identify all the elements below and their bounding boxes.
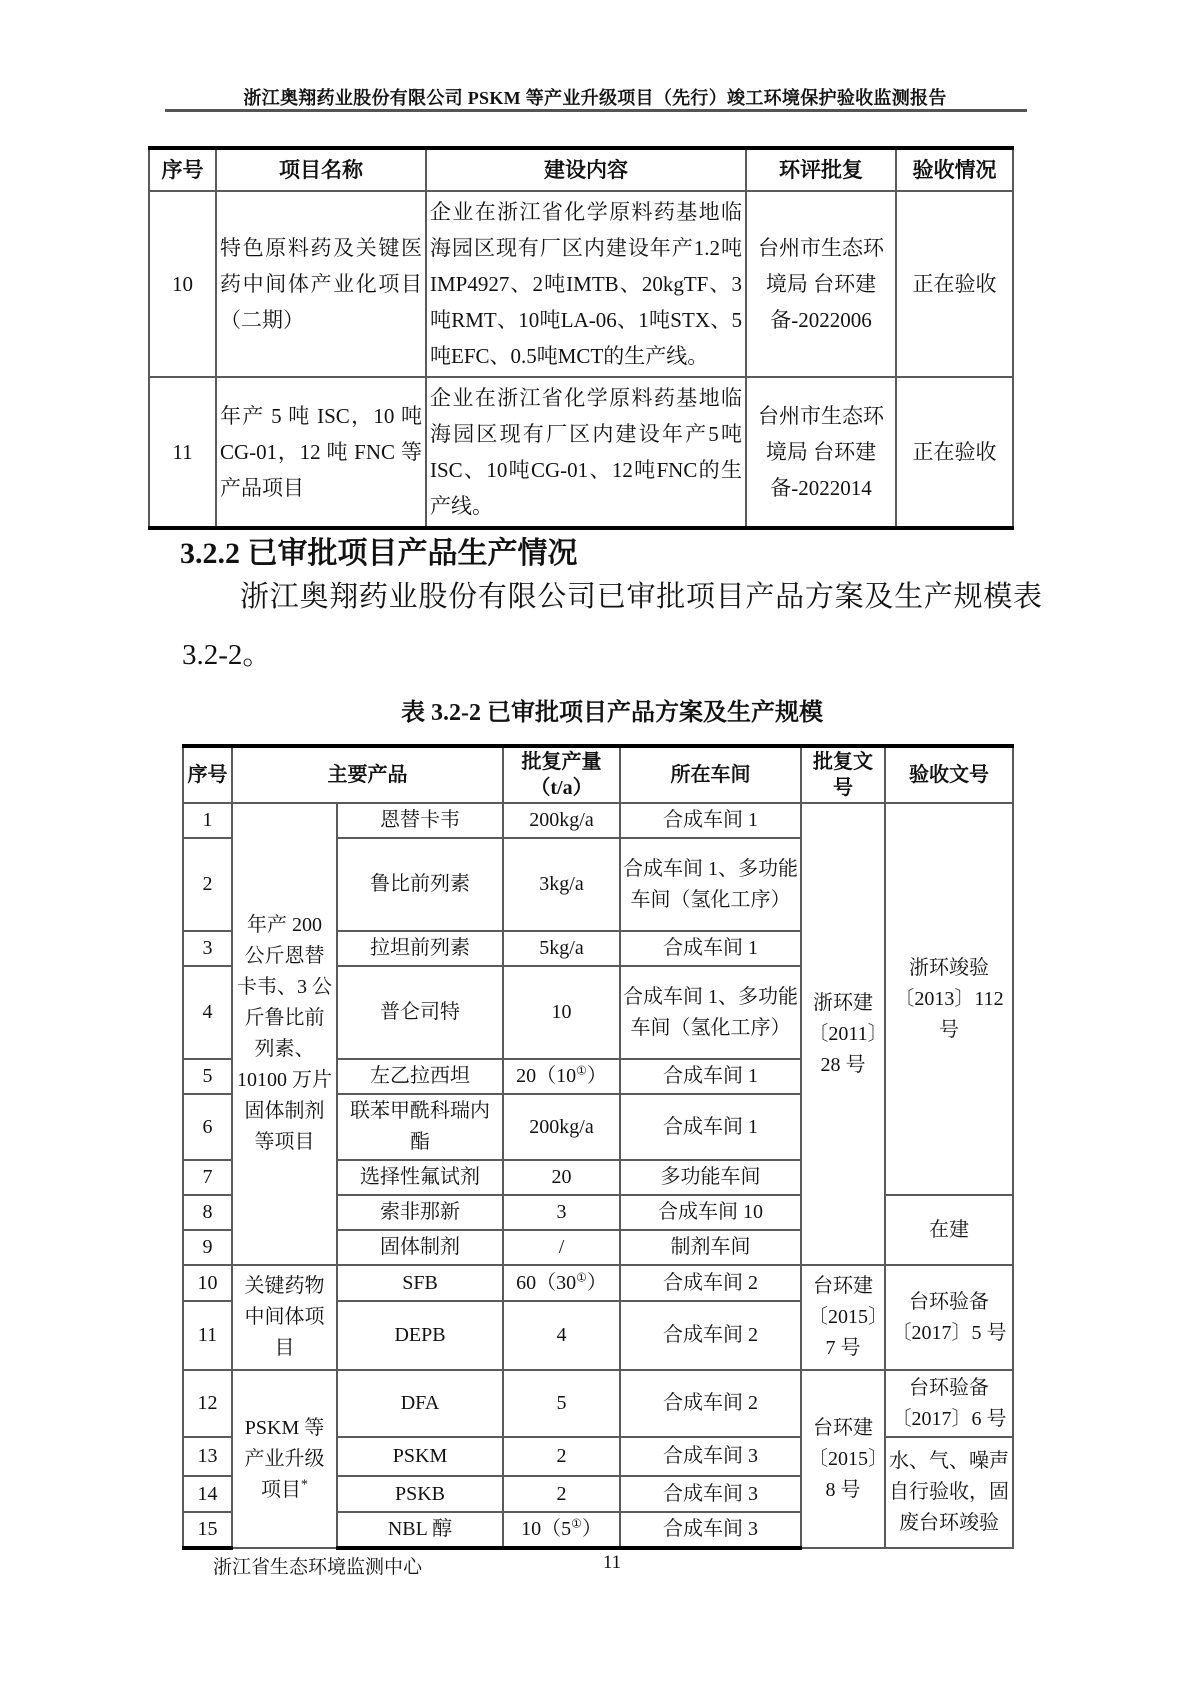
t2-row5-workshop: 合成车间 1: [620, 1059, 801, 1094]
t2-row3-capacity: 5kg/a: [503, 931, 620, 966]
t1-header-eia-approval: 环评批复: [746, 148, 896, 191]
t2-row14-no: 14: [183, 1476, 232, 1512]
t2-row11-product: DEPB: [337, 1301, 503, 1370]
t2-row4-capacity: 10: [503, 966, 620, 1059]
t2-acceptance-doc5: 水、气、噪声自行验收，固废台环竣验: [885, 1437, 1013, 1548]
t2-acceptance-doc2: 在建: [885, 1195, 1013, 1265]
table1-header-row: [149, 148, 1013, 191]
approved-products-table: [182, 744, 1014, 1550]
t2-acceptance-doc3: 台环验备〔2017〕5 号: [885, 1265, 1013, 1370]
t1-row11-approval: 台州市生态环境局 台环建备-2022014: [746, 377, 896, 528]
table-row: [149, 377, 1013, 528]
t2-row1-product: 恩替卡韦: [337, 803, 503, 838]
page-header-rule: [165, 109, 1027, 112]
t1-header-acceptance-status: 验收情况: [896, 148, 1013, 191]
footer-organization: 浙江省生态环境监测中心: [213, 1557, 423, 1578]
table-row: [149, 191, 1013, 377]
t2-row3-product: 拉坦前列素: [337, 931, 503, 966]
page-header-title: 浙江奥翔药业股份有限公司 PSKM 等产业升级项目（先行）竣工环境保护验收监测报告: [243, 88, 947, 108]
t2-row9-capacity: /: [503, 1230, 620, 1265]
t1-row11-name: 年产 5 吨 ISC，10 吨 CG-01，12 吨 FNC 等产品项目: [216, 377, 426, 528]
t2-row10-capacity: 60（30①）: [503, 1265, 620, 1301]
t1-row11-content: 企业在浙江省化学原料药基地临海园区现有厂区内建设年产5吨ISC、10吨CG-01、12吨FNC的生产线。: [426, 377, 746, 528]
t2-row9-product: 固体制剂: [337, 1230, 503, 1265]
t2-row1-no: 1: [183, 803, 232, 838]
t2-row12-product: DFA: [337, 1370, 503, 1437]
t2-row5-no: 5: [183, 1059, 232, 1094]
t2-row1-capacity: 200kg/a: [503, 803, 620, 838]
t2-row7-product: 选择性氟试剂: [337, 1160, 503, 1195]
table-row: [183, 803, 1013, 838]
t2-row8-no: 8: [183, 1195, 232, 1230]
t2-header-no: 序号: [183, 746, 232, 803]
t2-row11-no: 11: [183, 1301, 232, 1370]
t2-row14-product: PSKB: [337, 1476, 503, 1512]
t2-header-capacity: 批复产量（t/a）: [503, 746, 620, 803]
t2-header-acceptance-doc: 验收文号: [885, 746, 1013, 803]
t2-row12-workshop: 合成车间 2: [620, 1370, 801, 1437]
t2-row15-no: 15: [183, 1512, 232, 1548]
t2-row13-workshop: 合成车间 3: [620, 1437, 801, 1476]
t1-row11-no: 11: [149, 377, 216, 528]
t2-row6-product: 联苯甲酰科瑞内酯: [337, 1094, 503, 1160]
t2-row15-capacity: 10（5①）: [503, 1512, 620, 1548]
t2-row7-workshop: 多功能车间: [620, 1160, 801, 1195]
table2-header-row: [183, 746, 1013, 803]
prior-projects-table: [148, 146, 1014, 530]
t2-row11-capacity: 4: [503, 1301, 620, 1370]
t2-row10-no: 10: [183, 1265, 232, 1301]
t2-row9-workshop: 制剂车间: [620, 1230, 801, 1265]
t2-row2-no: 2: [183, 838, 232, 931]
t2-acceptance-doc4: 台环验备〔2017〕6 号: [885, 1370, 1013, 1437]
t2-row2-workshop: 合成车间 1、多功能车间（氢化工序）: [620, 838, 801, 931]
t2-acceptance-doc1: 浙环竣验〔2013〕112 号: [885, 803, 1013, 1195]
t2-row4-workshop: 合成车间 1、多功能车间（氢化工序）: [620, 966, 801, 1059]
t2-header-workshop: 所在车间: [620, 746, 801, 803]
t2-row6-no: 6: [183, 1094, 232, 1160]
t2-header-product: 主要产品: [232, 746, 503, 803]
t2-header-approval-doc: 批复文号: [801, 746, 885, 803]
t2-row5-product: 左乙拉西坦: [337, 1059, 503, 1094]
t2-row5-capacity: 20（10①）: [503, 1059, 620, 1094]
t2-row6-capacity: 200kg/a: [503, 1094, 620, 1160]
t1-header-no: 序号: [149, 148, 216, 191]
table-row: [183, 1370, 1013, 1437]
t1-header-construction: 建设内容: [426, 148, 746, 191]
section-paragraph: 浙江奥翔药业股份有限公司已审批项目产品方案及生产规模表 3.2-2。: [182, 581, 1042, 671]
t1-row10-approval: 台州市生态环境局 台环建备-2022006: [746, 191, 896, 377]
t1-row10-status: 正在验收: [896, 191, 1013, 377]
t2-row9-no: 9: [183, 1230, 232, 1265]
t1-row10-content: 企业在浙江省化学原料药基地临海园区现有厂区内建设年产1.2吨IMP4927、2吨IMTB、20kgTF、3吨RMT、10吨LA-06、1吨STX、5吨EFC、0.5吨MCT的生产线。: [426, 191, 746, 377]
t2-group-batch3: PSKM 等产业升级项目*: [232, 1370, 337, 1548]
t1-row10-name: 特色原料药及关键医药中间体产业化项目（二期）: [216, 191, 426, 377]
t2-row2-capacity: 3kg/a: [503, 838, 620, 931]
t2-row7-capacity: 20: [503, 1160, 620, 1195]
t1-header-project-name: 项目名称: [216, 148, 426, 191]
t2-row14-capacity: 2: [503, 1476, 620, 1512]
t2-row8-product: 索非那新: [337, 1195, 503, 1230]
t2-approval-doc3: 台环建〔2015〕8 号: [801, 1370, 885, 1548]
t1-row11-status: 正在验收: [896, 377, 1013, 528]
t2-row4-no: 4: [183, 966, 232, 1059]
t2-row6-workshop: 合成车间 1: [620, 1094, 801, 1160]
t2-row3-workshop: 合成车间 1: [620, 931, 801, 966]
table-row: [183, 1265, 1013, 1301]
t2-row12-no: 12: [183, 1370, 232, 1437]
t2-row4-product: 普仑司特: [337, 966, 503, 1059]
section-heading: 3.2.2 已审批项目产品生产情况: [180, 537, 578, 570]
t2-row10-workshop: 合成车间 2: [620, 1265, 801, 1301]
t2-row13-product: PSKM: [337, 1437, 503, 1476]
t2-group-batch2: 关键药物中间体项目: [232, 1265, 337, 1370]
t2-row13-capacity: 2: [503, 1437, 620, 1476]
t2-row11-workshop: 合成车间 2: [620, 1301, 801, 1370]
t2-row2-product: 鲁比前列素: [337, 838, 503, 931]
footer-page-number: 11: [602, 1552, 622, 1573]
t2-row13-no: 13: [183, 1437, 232, 1476]
t2-row10-product: SFB: [337, 1265, 503, 1301]
t2-row8-workshop: 合成车间 10: [620, 1195, 801, 1230]
t2-approval-doc1: 浙环建〔2011〕28 号: [801, 803, 885, 1265]
table2-title: 表 3.2-2 已审批项目产品方案及生产规模: [401, 700, 823, 726]
t2-row3-no: 3: [183, 931, 232, 966]
t2-row15-workshop: 合成车间 3: [620, 1512, 801, 1548]
t2-row1-workshop: 合成车间 1: [620, 803, 801, 838]
t2-group-batch1: 年产 200 公斤恩替卡韦、3 公斤鲁比前列素、10100 万片固体制剂等项目: [232, 803, 337, 1265]
t2-row8-capacity: 3: [503, 1195, 620, 1230]
t2-row12-capacity: 5: [503, 1370, 620, 1437]
t2-approval-doc2: 台环建〔2015〕7 号: [801, 1265, 885, 1370]
t1-row10-no: 10: [149, 191, 216, 377]
t2-row7-no: 7: [183, 1160, 232, 1195]
t2-row15-product: NBL 醇: [337, 1512, 503, 1548]
t2-row14-workshop: 合成车间 3: [620, 1476, 801, 1512]
